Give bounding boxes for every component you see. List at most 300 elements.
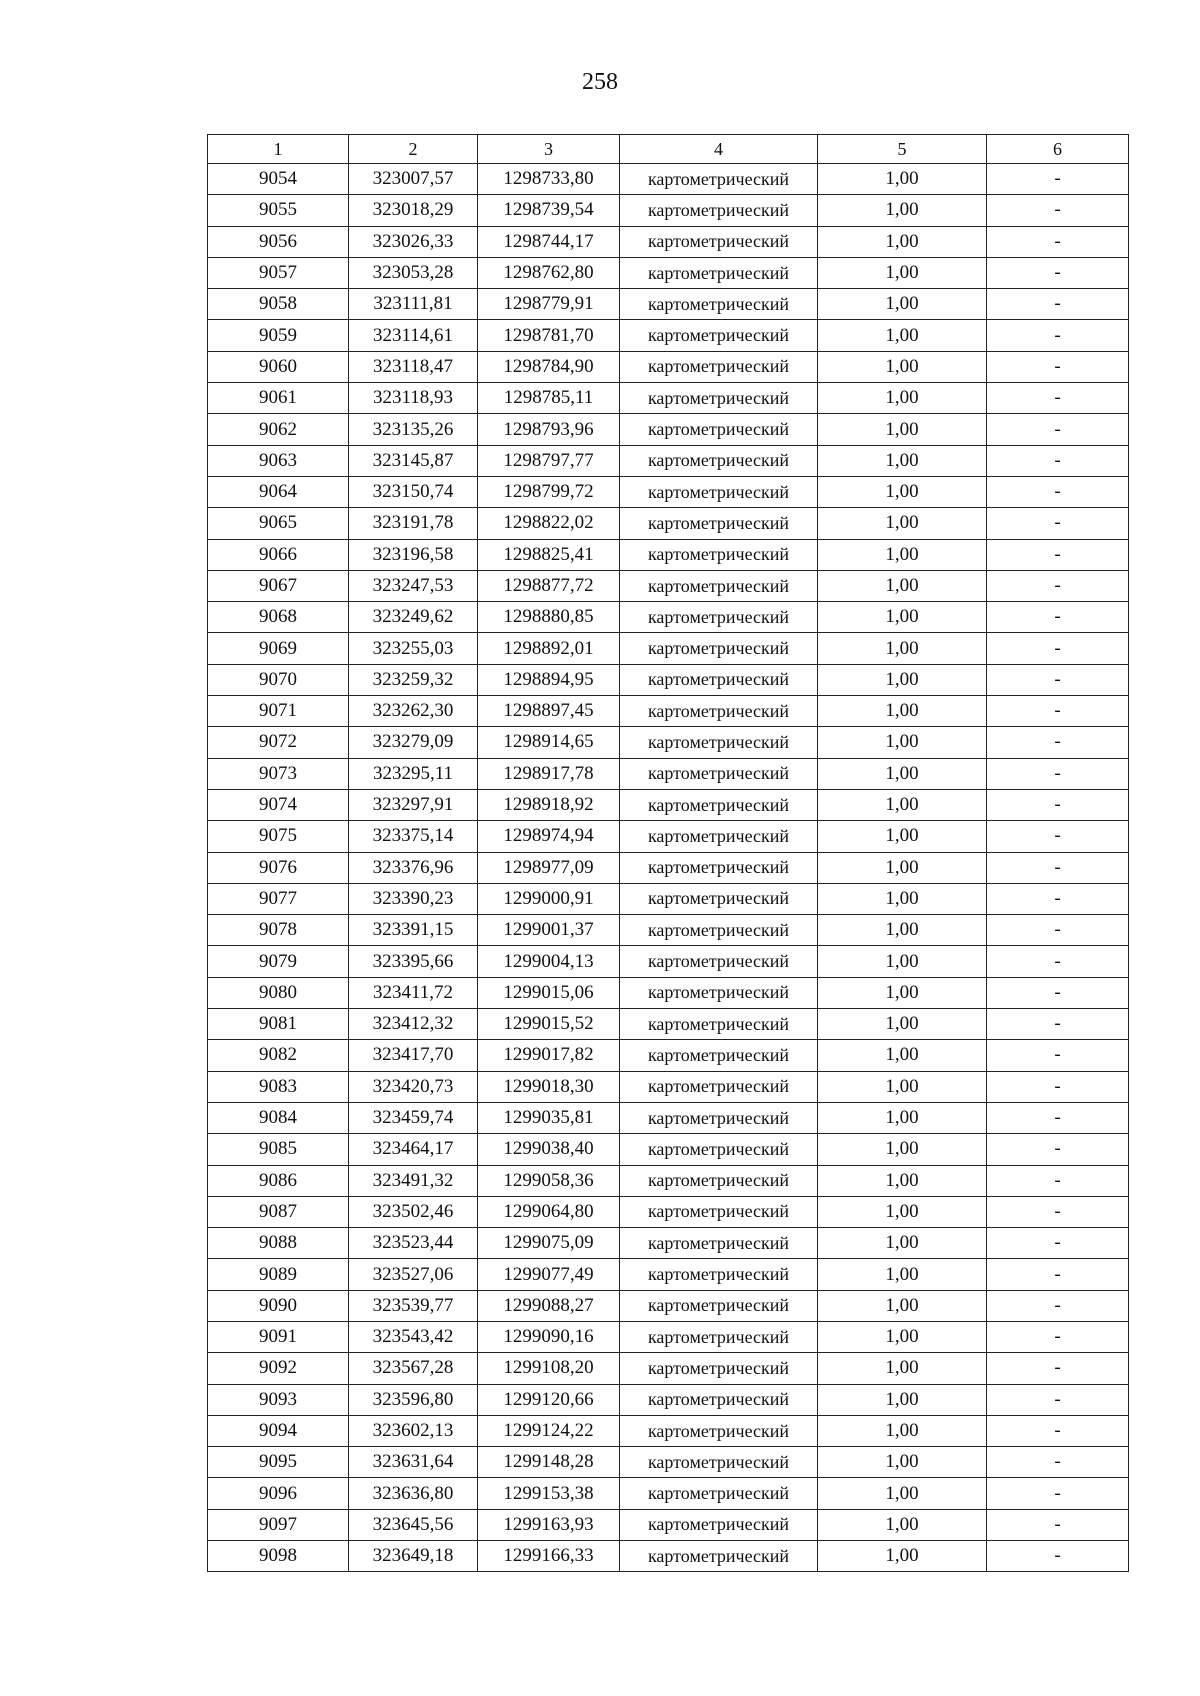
column-header-5: 5	[818, 135, 987, 164]
point-number-cell: 9067	[208, 570, 349, 601]
x-coordinate-cell: 323376,96	[349, 852, 478, 883]
method-cell: картометрический	[620, 727, 818, 758]
x-coordinate-cell: 323007,57	[349, 164, 478, 195]
table-row	[208, 164, 1129, 195]
y-coordinate-cell: 1299075,09	[478, 1228, 620, 1259]
table-row	[208, 727, 1129, 758]
y-coordinate-cell: 1298733,80	[478, 164, 620, 195]
y-coordinate-cell: 1299120,66	[478, 1384, 620, 1415]
x-coordinate-cell: 323118,93	[349, 383, 478, 414]
y-coordinate-cell: 1299090,16	[478, 1321, 620, 1352]
y-coordinate-cell: 1298880,85	[478, 602, 620, 633]
accuracy-cell: 1,00	[818, 383, 987, 414]
method-cell: картометрический	[620, 226, 818, 257]
note-cell: -	[987, 727, 1129, 758]
table-row	[208, 320, 1129, 351]
page-number: 258	[582, 69, 618, 95]
method-cell: картометрический	[620, 508, 818, 539]
method-cell: картометрический	[620, 289, 818, 320]
method-cell: картометрический	[620, 476, 818, 507]
y-coordinate-cell: 1298779,91	[478, 289, 620, 320]
method-cell: картометрический	[620, 320, 818, 351]
x-coordinate-cell: 323645,56	[349, 1509, 478, 1540]
note-cell: -	[987, 633, 1129, 664]
table-row	[208, 1541, 1129, 1572]
method-cell: картометрический	[620, 1509, 818, 1540]
accuracy-cell: 1,00	[818, 1290, 987, 1321]
y-coordinate-cell: 1299088,27	[478, 1290, 620, 1321]
y-coordinate-cell: 1298739,54	[478, 195, 620, 226]
y-coordinate-cell: 1299038,40	[478, 1134, 620, 1165]
x-coordinate-cell: 323411,72	[349, 977, 478, 1008]
method-cell: картометрический	[620, 1040, 818, 1071]
table-row	[208, 633, 1129, 664]
table-row	[208, 1165, 1129, 1196]
x-coordinate-cell: 323502,46	[349, 1196, 478, 1227]
note-cell: -	[987, 351, 1129, 382]
method-cell: картометрический	[620, 758, 818, 789]
x-coordinate-cell: 323596,80	[349, 1384, 478, 1415]
y-coordinate-cell: 1299064,80	[478, 1196, 620, 1227]
method-cell: картометрический	[620, 351, 818, 382]
method-cell: картометрический	[620, 1196, 818, 1227]
point-number-cell: 9074	[208, 789, 349, 820]
accuracy-cell: 1,00	[818, 289, 987, 320]
point-number-cell: 9084	[208, 1102, 349, 1133]
point-number-cell: 9076	[208, 852, 349, 883]
table-header	[208, 135, 1129, 164]
column-header-3: 3	[478, 135, 620, 164]
accuracy-cell: 1,00	[818, 570, 987, 601]
table-row	[208, 1071, 1129, 1102]
accuracy-cell: 1,00	[818, 476, 987, 507]
note-cell: -	[987, 1009, 1129, 1040]
accuracy-cell: 1,00	[818, 1165, 987, 1196]
note-cell: -	[987, 1071, 1129, 1102]
table-row	[208, 852, 1129, 883]
table-row	[208, 758, 1129, 789]
accuracy-cell: 1,00	[818, 1196, 987, 1227]
y-coordinate-cell: 1299153,38	[478, 1478, 620, 1509]
point-number-cell: 9098	[208, 1541, 349, 1572]
method-cell: картометрический	[620, 1009, 818, 1040]
note-cell: -	[987, 1228, 1129, 1259]
table-row	[208, 915, 1129, 946]
note-cell: -	[987, 696, 1129, 727]
note-cell: -	[987, 257, 1129, 288]
x-coordinate-cell: 323249,62	[349, 602, 478, 633]
note-cell: -	[987, 1541, 1129, 1572]
y-coordinate-cell: 1298894,95	[478, 664, 620, 695]
x-coordinate-cell: 323391,15	[349, 915, 478, 946]
point-number-cell: 9073	[208, 758, 349, 789]
x-coordinate-cell: 323053,28	[349, 257, 478, 288]
x-coordinate-cell: 323196,58	[349, 539, 478, 570]
x-coordinate-cell: 323255,03	[349, 633, 478, 664]
point-number-cell: 9095	[208, 1447, 349, 1478]
x-coordinate-cell: 323631,64	[349, 1447, 478, 1478]
accuracy-cell: 1,00	[818, 1102, 987, 1133]
method-cell: картометрический	[620, 1415, 818, 1446]
method-cell: картометрический	[620, 696, 818, 727]
y-coordinate-cell: 1299015,06	[478, 977, 620, 1008]
table-row	[208, 508, 1129, 539]
table-row	[208, 696, 1129, 727]
point-number-cell: 9083	[208, 1071, 349, 1102]
method-cell: картометрический	[620, 445, 818, 476]
table-row	[208, 1228, 1129, 1259]
table-row	[208, 1290, 1129, 1321]
point-number-cell: 9082	[208, 1040, 349, 1071]
note-cell: -	[987, 1353, 1129, 1384]
method-cell: картометрический	[620, 1447, 818, 1478]
x-coordinate-cell: 323026,33	[349, 226, 478, 257]
note-cell: -	[987, 164, 1129, 195]
accuracy-cell: 1,00	[818, 821, 987, 852]
note-cell: -	[987, 539, 1129, 570]
x-coordinate-cell: 323390,23	[349, 883, 478, 914]
accuracy-cell: 1,00	[818, 633, 987, 664]
accuracy-cell: 1,00	[818, 883, 987, 914]
accuracy-cell: 1,00	[818, 602, 987, 633]
table-row	[208, 257, 1129, 288]
accuracy-cell: 1,00	[818, 1228, 987, 1259]
point-number-cell: 9055	[208, 195, 349, 226]
note-cell: -	[987, 1447, 1129, 1478]
accuracy-cell: 1,00	[818, 195, 987, 226]
x-coordinate-cell: 323412,32	[349, 1009, 478, 1040]
x-coordinate-cell: 323018,29	[349, 195, 478, 226]
point-number-cell: 9090	[208, 1290, 349, 1321]
point-number-cell: 9059	[208, 320, 349, 351]
accuracy-cell: 1,00	[818, 852, 987, 883]
accuracy-cell: 1,00	[818, 508, 987, 539]
point-number-cell: 9063	[208, 445, 349, 476]
note-cell: -	[987, 1040, 1129, 1071]
accuracy-cell: 1,00	[818, 445, 987, 476]
x-coordinate-cell: 323114,61	[349, 320, 478, 351]
note-cell: -	[987, 789, 1129, 820]
y-coordinate-cell: 1298785,11	[478, 383, 620, 414]
accuracy-cell: 1,00	[818, 1040, 987, 1071]
method-cell: картометрический	[620, 1478, 818, 1509]
header-row	[208, 135, 1129, 164]
accuracy-cell: 1,00	[818, 789, 987, 820]
accuracy-cell: 1,00	[818, 1071, 987, 1102]
table-row	[208, 476, 1129, 507]
y-coordinate-cell: 1299000,91	[478, 883, 620, 914]
method-cell: картометрический	[620, 602, 818, 633]
point-number-cell: 9062	[208, 414, 349, 445]
y-coordinate-cell: 1299163,93	[478, 1509, 620, 1540]
note-cell: -	[987, 1134, 1129, 1165]
table-row	[208, 1040, 1129, 1071]
point-number-cell: 9085	[208, 1134, 349, 1165]
y-coordinate-cell: 1298793,96	[478, 414, 620, 445]
point-number-cell: 9094	[208, 1415, 349, 1446]
point-number-cell: 9072	[208, 727, 349, 758]
method-cell: картометрический	[620, 883, 818, 914]
table-row	[208, 289, 1129, 320]
x-coordinate-cell: 323464,17	[349, 1134, 478, 1165]
method-cell: картометрический	[620, 1134, 818, 1165]
point-number-cell: 9088	[208, 1228, 349, 1259]
table-row	[208, 1509, 1129, 1540]
x-coordinate-cell: 323259,32	[349, 664, 478, 695]
x-coordinate-cell: 323417,70	[349, 1040, 478, 1071]
accuracy-cell: 1,00	[818, 226, 987, 257]
accuracy-cell: 1,00	[818, 1415, 987, 1446]
x-coordinate-cell: 323262,30	[349, 696, 478, 727]
table-row	[208, 1009, 1129, 1040]
accuracy-cell: 1,00	[818, 915, 987, 946]
table-row	[208, 1478, 1129, 1509]
x-coordinate-cell: 323295,11	[349, 758, 478, 789]
note-cell: -	[987, 852, 1129, 883]
note-cell: -	[987, 1259, 1129, 1290]
method-cell: картометрический	[620, 1541, 818, 1572]
y-coordinate-cell: 1299018,30	[478, 1071, 620, 1102]
x-coordinate-cell: 323150,74	[349, 476, 478, 507]
y-coordinate-cell: 1298897,45	[478, 696, 620, 727]
point-number-cell: 9086	[208, 1165, 349, 1196]
x-coordinate-cell: 323191,78	[349, 508, 478, 539]
note-cell: -	[987, 1478, 1129, 1509]
note-cell: -	[987, 195, 1129, 226]
note-cell: -	[987, 915, 1129, 946]
table-row	[208, 789, 1129, 820]
method-cell: картометрический	[620, 257, 818, 288]
point-number-cell: 9056	[208, 226, 349, 257]
accuracy-cell: 1,00	[818, 946, 987, 977]
table-row	[208, 1384, 1129, 1415]
x-coordinate-cell: 323567,28	[349, 1353, 478, 1384]
table-row	[208, 883, 1129, 914]
accuracy-cell: 1,00	[818, 257, 987, 288]
note-cell: -	[987, 226, 1129, 257]
x-coordinate-cell: 323636,80	[349, 1478, 478, 1509]
table-row	[208, 821, 1129, 852]
x-coordinate-cell: 323420,73	[349, 1071, 478, 1102]
point-number-cell: 9092	[208, 1353, 349, 1384]
note-cell: -	[987, 946, 1129, 977]
accuracy-cell: 1,00	[818, 1509, 987, 1540]
y-coordinate-cell: 1298822,02	[478, 508, 620, 539]
table-row	[208, 977, 1129, 1008]
point-number-cell: 9061	[208, 383, 349, 414]
column-header-2: 2	[349, 135, 478, 164]
table-row	[208, 414, 1129, 445]
accuracy-cell: 1,00	[818, 727, 987, 758]
x-coordinate-cell: 323649,18	[349, 1541, 478, 1572]
table-row	[208, 445, 1129, 476]
method-cell: картометрический	[620, 852, 818, 883]
accuracy-cell: 1,00	[818, 1134, 987, 1165]
table-row	[208, 1102, 1129, 1133]
note-cell: -	[987, 602, 1129, 633]
method-cell: картометрический	[620, 664, 818, 695]
x-coordinate-cell: 323297,91	[349, 789, 478, 820]
table-row	[208, 1259, 1129, 1290]
table-row	[208, 383, 1129, 414]
method-cell: картометрический	[620, 633, 818, 664]
column-header-1: 1	[208, 135, 349, 164]
accuracy-cell: 1,00	[818, 977, 987, 1008]
table-row	[208, 1415, 1129, 1446]
note-cell: -	[987, 1509, 1129, 1540]
accuracy-cell: 1,00	[818, 539, 987, 570]
point-number-cell: 9091	[208, 1321, 349, 1352]
point-number-cell: 9081	[208, 1009, 349, 1040]
method-cell: картометрический	[620, 946, 818, 977]
y-coordinate-cell: 1298797,77	[478, 445, 620, 476]
x-coordinate-cell: 323539,77	[349, 1290, 478, 1321]
x-coordinate-cell: 323491,32	[349, 1165, 478, 1196]
table-body	[208, 164, 1129, 1572]
y-coordinate-cell: 1299124,22	[478, 1415, 620, 1446]
method-cell: картометрический	[620, 789, 818, 820]
note-cell: -	[987, 1102, 1129, 1133]
y-coordinate-cell: 1299148,28	[478, 1447, 620, 1478]
y-coordinate-cell: 1298784,90	[478, 351, 620, 382]
note-cell: -	[987, 977, 1129, 1008]
y-coordinate-cell: 1298799,72	[478, 476, 620, 507]
x-coordinate-cell: 323247,53	[349, 570, 478, 601]
method-cell: картометрический	[620, 414, 818, 445]
point-number-cell: 9060	[208, 351, 349, 382]
table-row	[208, 351, 1129, 382]
note-cell: -	[987, 570, 1129, 601]
note-cell: -	[987, 383, 1129, 414]
note-cell: -	[987, 1415, 1129, 1446]
y-coordinate-cell: 1298974,94	[478, 821, 620, 852]
point-number-cell: 9093	[208, 1384, 349, 1415]
point-number-cell: 9079	[208, 946, 349, 977]
accuracy-cell: 1,00	[818, 414, 987, 445]
y-coordinate-cell: 1298892,01	[478, 633, 620, 664]
point-number-cell: 9087	[208, 1196, 349, 1227]
accuracy-cell: 1,00	[818, 1478, 987, 1509]
accuracy-cell: 1,00	[818, 1541, 987, 1572]
x-coordinate-cell: 323602,13	[349, 1415, 478, 1446]
method-cell: картометрический	[620, 539, 818, 570]
note-cell: -	[987, 883, 1129, 914]
point-number-cell: 9089	[208, 1259, 349, 1290]
accuracy-cell: 1,00	[818, 1009, 987, 1040]
y-coordinate-cell: 1299108,20	[478, 1353, 620, 1384]
note-cell: -	[987, 1290, 1129, 1321]
point-number-cell: 9080	[208, 977, 349, 1008]
y-coordinate-cell: 1298762,80	[478, 257, 620, 288]
point-number-cell: 9069	[208, 633, 349, 664]
x-coordinate-cell: 323543,42	[349, 1321, 478, 1352]
y-coordinate-cell: 1299004,13	[478, 946, 620, 977]
method-cell: картометрический	[620, 1259, 818, 1290]
note-cell: -	[987, 445, 1129, 476]
y-coordinate-cell: 1299015,52	[478, 1009, 620, 1040]
accuracy-cell: 1,00	[818, 1321, 987, 1352]
point-number-cell: 9057	[208, 257, 349, 288]
x-coordinate-cell: 323279,09	[349, 727, 478, 758]
x-coordinate-cell: 323395,66	[349, 946, 478, 977]
note-cell: -	[987, 821, 1129, 852]
accuracy-cell: 1,00	[818, 164, 987, 195]
table-row	[208, 1447, 1129, 1478]
accuracy-cell: 1,00	[818, 1353, 987, 1384]
method-cell: картометрический	[620, 915, 818, 946]
note-cell: -	[987, 758, 1129, 789]
y-coordinate-cell: 1298918,92	[478, 789, 620, 820]
method-cell: картометрический	[620, 1321, 818, 1352]
note-cell: -	[987, 320, 1129, 351]
point-number-cell: 9064	[208, 476, 349, 507]
point-number-cell: 9058	[208, 289, 349, 320]
method-cell: картометрический	[620, 570, 818, 601]
accuracy-cell: 1,00	[818, 320, 987, 351]
point-number-cell: 9070	[208, 664, 349, 695]
y-coordinate-cell: 1298914,65	[478, 727, 620, 758]
method-cell: картометрический	[620, 1228, 818, 1259]
method-cell: картометрический	[620, 383, 818, 414]
note-cell: -	[987, 1165, 1129, 1196]
y-coordinate-cell: 1299017,82	[478, 1040, 620, 1071]
point-number-cell: 9078	[208, 915, 349, 946]
table-row	[208, 539, 1129, 570]
x-coordinate-cell: 323118,47	[349, 351, 478, 382]
y-coordinate-cell: 1298877,72	[478, 570, 620, 601]
point-number-cell: 9066	[208, 539, 349, 570]
y-coordinate-cell: 1299166,33	[478, 1541, 620, 1572]
table-row	[208, 602, 1129, 633]
note-cell: -	[987, 1196, 1129, 1227]
note-cell: -	[987, 289, 1129, 320]
note-cell: -	[987, 664, 1129, 695]
point-number-cell: 9097	[208, 1509, 349, 1540]
accuracy-cell: 1,00	[818, 758, 987, 789]
method-cell: картометрический	[620, 1353, 818, 1384]
y-coordinate-cell: 1298977,09	[478, 852, 620, 883]
table-row	[208, 1321, 1129, 1352]
coordinates-table	[207, 134, 1129, 1572]
x-coordinate-cell: 323459,74	[349, 1102, 478, 1133]
y-coordinate-cell: 1298917,78	[478, 758, 620, 789]
accuracy-cell: 1,00	[818, 696, 987, 727]
method-cell: картометрический	[620, 1071, 818, 1102]
point-number-cell: 9068	[208, 602, 349, 633]
column-header-6: 6	[987, 135, 1129, 164]
x-coordinate-cell: 323375,14	[349, 821, 478, 852]
note-cell: -	[987, 1321, 1129, 1352]
note-cell: -	[987, 508, 1129, 539]
method-cell: картометрический	[620, 1165, 818, 1196]
note-cell: -	[987, 1384, 1129, 1415]
table-row	[208, 946, 1129, 977]
y-coordinate-cell: 1299001,37	[478, 915, 620, 946]
table-row	[208, 1134, 1129, 1165]
table-row	[208, 195, 1129, 226]
table-row	[208, 1353, 1129, 1384]
x-coordinate-cell: 323111,81	[349, 289, 478, 320]
y-coordinate-cell: 1299035,81	[478, 1102, 620, 1133]
table-row	[208, 664, 1129, 695]
y-coordinate-cell: 1298781,70	[478, 320, 620, 351]
point-number-cell: 9054	[208, 164, 349, 195]
y-coordinate-cell: 1298744,17	[478, 226, 620, 257]
method-cell: картометрический	[620, 195, 818, 226]
accuracy-cell: 1,00	[818, 1447, 987, 1478]
table-row	[208, 1196, 1129, 1227]
accuracy-cell: 1,00	[818, 664, 987, 695]
